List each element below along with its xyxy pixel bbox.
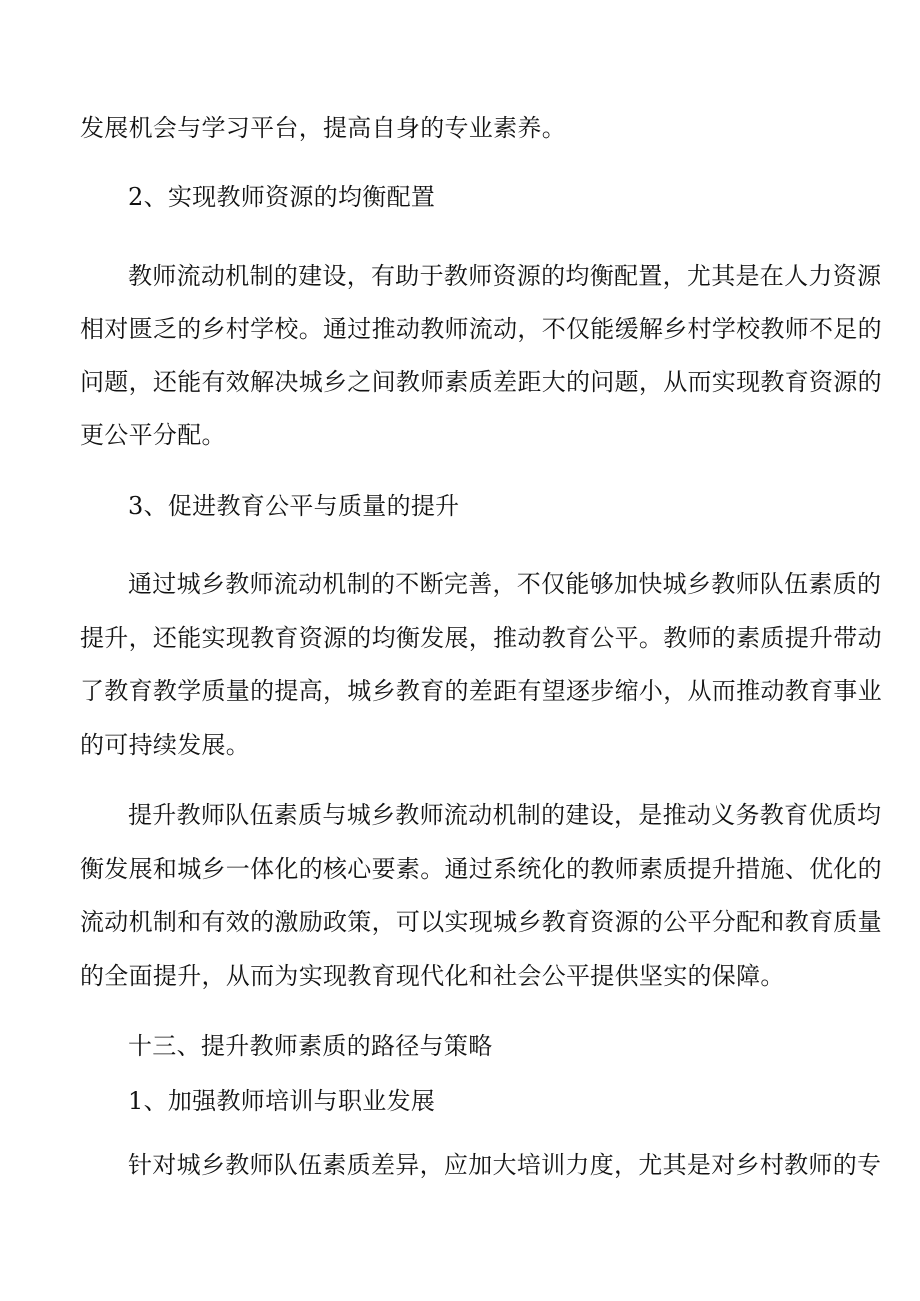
section-heading: 1、加强教师培训与职业发展 — [128, 1087, 436, 1115]
paragraph-line: 更公平分配。 — [80, 421, 226, 449]
paragraph-line: 的全面提升，从而为实现教育现代化和社会公平提供坚实的保障。 — [80, 962, 785, 990]
paragraph-line: 提升教师队伍素质与城乡教师流动机制的建设，是推动义务教育优质均 — [128, 801, 882, 829]
paragraph-line: 衡发展和城乡一体化的核心要素。通过系统化的教师素质提升措施、优化的 — [80, 855, 882, 883]
paragraph-line: 相对匮乏的乡村学校。通过推动教师流动，不仅能缓解乡村学校教师不足的 — [80, 315, 882, 343]
paragraph-line: 通过城乡教师流动机制的不断完善，不仅能够加快城乡教师队伍素质的 — [128, 570, 882, 598]
paragraph-line: 问题，还能有效解决城乡之间教师素质差距大的问题，从而实现教育资源的 — [80, 368, 882, 396]
paragraph-line: 教师流动机制的建设，有助于教师资源的均衡配置，尤其是在人力资源 — [128, 262, 882, 290]
section-heading: 2、实现教师资源的均衡配置 — [128, 183, 436, 211]
paragraph-line: 流动机制和有效的激励政策，可以实现城乡教育资源的公平分配和教育质量 — [80, 908, 882, 936]
section-heading: 3、促进教育公平与质量的提升 — [128, 492, 460, 520]
paragraph-line: 的可持续发展。 — [80, 731, 251, 759]
paragraph-line: 提升，还能实现教育资源的均衡发展，推动教育公平。教师的素质提升带动 — [80, 624, 882, 652]
paragraph-line: 了教育教学质量的提高，城乡教育的差距有望逐步缩小，从而推动教育事业 — [80, 677, 882, 705]
chapter-heading: 十三、提升教师素质的路径与策略 — [128, 1032, 493, 1060]
paragraph-line: 针对城乡教师队伍素质差异，应加大培训力度，尤其是对乡村教师的专 — [128, 1151, 882, 1179]
paragraph-line: 发展机会与学习平台，提高自身的专业素养。 — [80, 114, 566, 142]
